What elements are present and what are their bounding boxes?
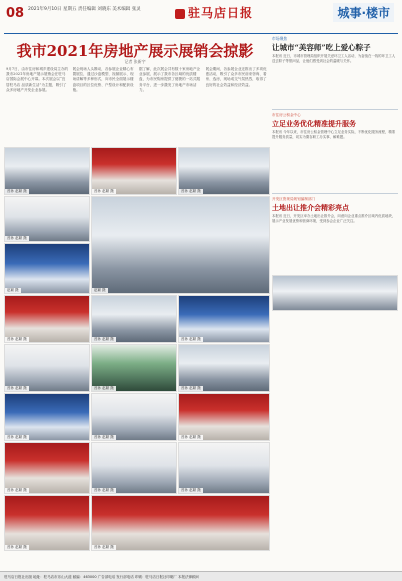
photo	[91, 147, 177, 195]
photo-caption: 晋孙 赵颖 摄	[7, 337, 27, 341]
photo	[91, 393, 177, 441]
photo	[91, 295, 177, 343]
photo	[4, 295, 90, 343]
photo	[178, 442, 270, 494]
body-paragraph: 展会期间，各参展企业还推出了多项优惠活动，吸引了众多市民前来咨询、看房、选房，现场成交气氛热烈，取得了良好的社会效益和经济效益。	[205, 67, 267, 87]
body-paragraph: 展会现场人头攒动，各参展企业精心布置展位，通过沙盘模型、视频展示、现场讲解等多种形式，向市民全面展示楼盘项目的区位优势、户型设计和配套设施。	[72, 67, 134, 92]
photo	[91, 344, 177, 392]
photo-caption: 晋孙 赵颖 摄	[94, 337, 114, 341]
article-headline: 立足业务优化精准提升服务	[272, 119, 356, 128]
body-paragraph: 据了解，此次展会共有数十家房地产企业参展，展示了我市各区域的优质楼盘，为市民购房提供了便捷的一站式服务平台，进一步激发了房地产市场活力。	[139, 67, 201, 92]
section-label: 城事·楼市	[333, 3, 394, 22]
photo-caption: 晋孙 赵颖 摄	[7, 386, 27, 390]
masthead-title: 驻马店日报	[188, 6, 254, 20]
photo	[178, 344, 270, 392]
photo-caption: 晋孙 赵颖 摄	[94, 189, 114, 193]
page-footer: 驻马店日报社出版 地址：驻马店市乐山大道 邮编：463000 广告部电话 发行部电话 印刷：驻马店日报社印刷厂 本报法律顾问	[0, 571, 402, 581]
divider	[272, 193, 398, 194]
photo	[4, 196, 90, 242]
photo-caption: 晋孙 赵颖 摄	[94, 488, 114, 492]
photo-caption: 赵颖 摄	[94, 288, 106, 292]
photo-caption: 晋孙 赵颖 摄	[7, 435, 27, 439]
photo-caption: 晋孙 赵颖 摄	[181, 189, 201, 193]
photo	[178, 393, 270, 441]
article-headline: 土地出让推介会精彩亮点	[272, 203, 349, 212]
photo-caption: 晋孙 赵颖 摄	[181, 435, 201, 439]
photo-caption: 晋孙 赵颖 摄	[7, 488, 27, 492]
photo	[4, 147, 90, 195]
photo-caption: 晋孙 赵颖 摄	[94, 386, 114, 390]
photo-caption: 晋孙 赵颖 摄	[94, 435, 114, 439]
article-headline: 让城市“美容师”吃上爱心粽子	[272, 43, 371, 52]
body-paragraph: 9月7日，由市住房和城乡建设局主办的我市2021年房地产展示展销会在驻马店国际会展中心开幕。本次展会以“宜居驻马店 品质新生活”为主题，吸引了众多房地产开发企业参展。	[6, 67, 69, 92]
photo-caption: 晋孙 赵颖 摄	[181, 337, 201, 341]
photo-caption: 晋孙 赵颖 摄	[7, 545, 27, 549]
main-byline: 记者 张新宇	[124, 59, 146, 64]
article-tag: 市住房公积金中心	[272, 113, 301, 117]
divider	[272, 109, 398, 110]
photo-caption: 晋孙 赵颖 摄	[181, 386, 201, 390]
article-tag: 市场聚焦	[272, 36, 288, 41]
photo	[178, 147, 270, 195]
photo	[91, 442, 177, 494]
main-headline: 我市2021年房地产展示展销会掠影	[16, 42, 254, 60]
header-rule	[4, 33, 398, 34]
photo-caption: 晋孙 赵颖 摄	[94, 545, 114, 549]
article-text: 本报讯 近日，开发区举办土地出让推介会，向意向企业重点推介区域内优质地块，展示产业发展优势和营商环境，受到参会企业广泛关注。	[272, 214, 396, 223]
photo	[4, 495, 90, 551]
photo-caption: 晋孙 赵颖 摄	[7, 236, 27, 240]
main-body	[6, 67, 268, 145]
photo-caption: 赵颖 摄	[7, 288, 19, 292]
photo	[178, 295, 270, 343]
article-text: 本报讯 近日，市城市管理局组织开展关爱环卫工人活动，为奋战在一线的环卫工人送去粽子等慰问品，让他们感受到社会的温暖与关怀。	[272, 54, 396, 63]
photo-caption: 晋孙 赵颖 摄	[181, 488, 201, 492]
photo-caption: 晋孙 赵颖 摄	[7, 189, 27, 193]
article-tag: 开发区资规局规划编制部门	[272, 197, 316, 201]
photo	[91, 495, 270, 551]
photo	[4, 393, 90, 441]
article-text: 本报讯 今年以来，市住房公积金管理中心立足业务实际，不断优化服务流程，精准提升服务质量，切实为缴存职工办实事、解难题。	[272, 130, 396, 139]
article-photo	[272, 275, 398, 311]
photo	[4, 442, 90, 494]
photo	[4, 344, 90, 392]
page-number: 08	[6, 6, 25, 21]
photo	[4, 243, 90, 294]
photo	[91, 196, 270, 294]
date-line: 2021年9月10日 星期五 责任编辑 刘晓东 美术编辑 张灵	[28, 7, 141, 12]
masthead	[175, 4, 253, 21]
newspaper-logo-icon	[175, 9, 185, 19]
right-column	[272, 36, 398, 314]
page-header	[0, 0, 402, 34]
